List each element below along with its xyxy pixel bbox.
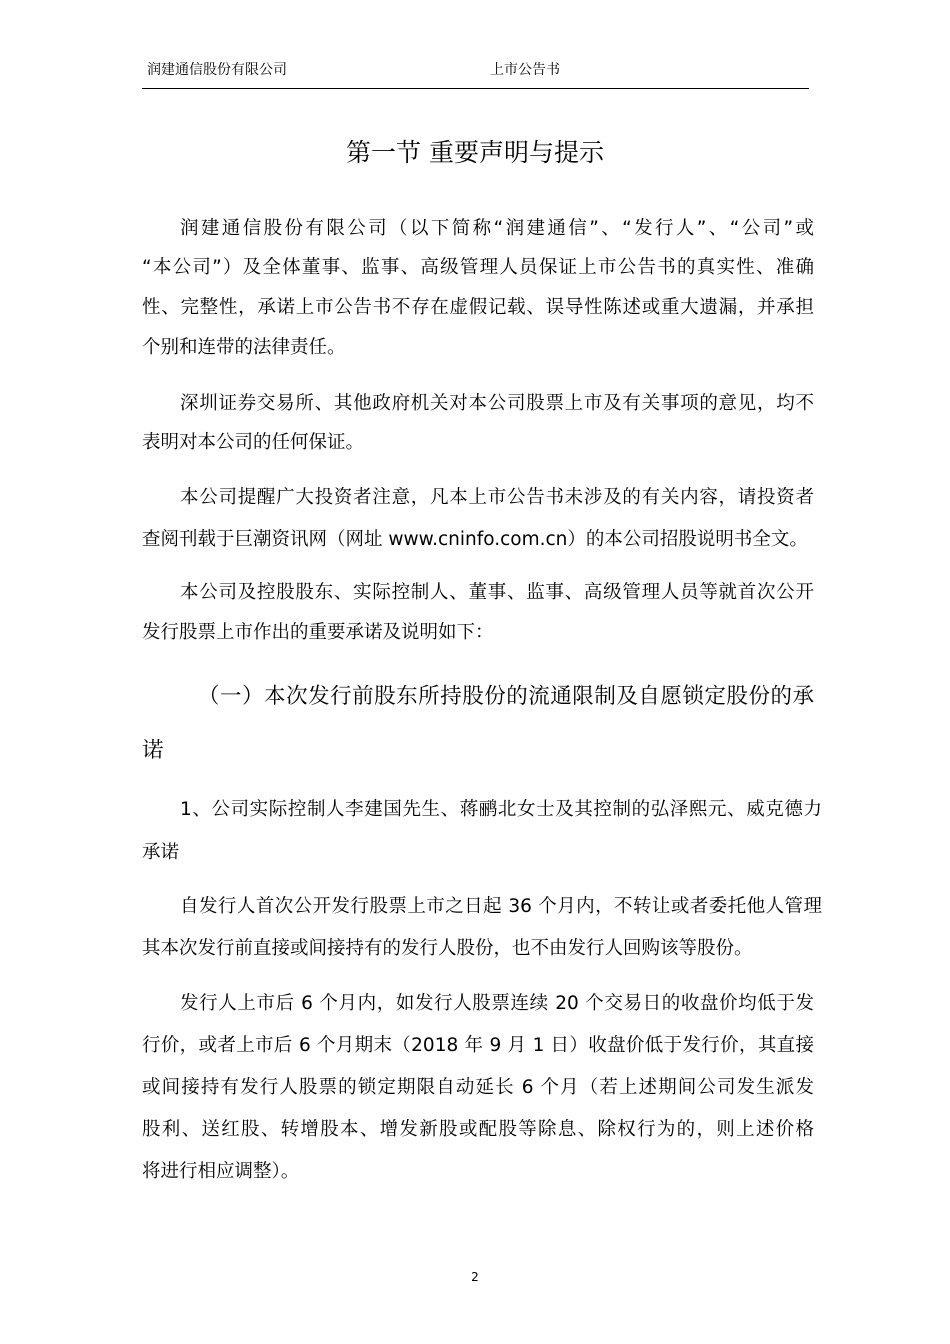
p2-line: 表明对本公司的任何保证。 [142, 432, 365, 453]
p6-line: 股利、送红股、转增股本、增发新股或配股等除息、除权行为的，则上述价格 [142, 1119, 814, 1140]
p1-line: 润建通信股份有限公司（以下简称“润建通信”、“发行人”、“公司”或 [180, 218, 814, 239]
page-number: 2 [471, 1270, 479, 1284]
header-divider [142, 88, 809, 89]
header-company: 润建通信股份有限公司 [147, 62, 287, 78]
item1-line: 承诺 [142, 842, 180, 863]
p6-line: 将进行相应调整）。 [142, 1161, 300, 1182]
p6-line: 发行人上市后 6 个月内，如发行人股票连续 20 个交易日的收盘价均低于发 [180, 993, 814, 1014]
section-title: 第一节 重要声明与提示 [346, 138, 604, 167]
p1-line: “本公司”）及全体董事、监事、高级管理人员保证上市公告书的真实性、准确 [142, 257, 814, 278]
p5-line: 自发行人首次公开发行股票上市之日起 36 个月内，不转让或者委托他人管理 [180, 896, 822, 917]
item1-line: 1、公司实际控制人李建国先生、蒋鹂北女士及其控制的弘泽熙元、威克德力 [180, 799, 822, 820]
p2-line: 深圳证券交易所、其他政府机关对本公司股票上市及有关事项的意见，均不 [180, 393, 814, 414]
p3-line: 本公司提醒广大投资者注意，凡本上市公告书未涉及的有关内容，请投资者 [180, 487, 814, 508]
p6-line: 行价，或者上市后 6 个月期末（2018 年 9 月 1 日）收盘价低于发行价，其直接 [142, 1035, 814, 1056]
h2-line: 诺 [142, 738, 164, 763]
p1-line: 个别和连带的法律责任。 [142, 337, 346, 358]
header-doc-title: 上市公告书 [490, 62, 560, 78]
p5-line: 其本次发行前直接或间接持有的发行人股份，也不由发行人回购该等股份。 [142, 938, 753, 959]
p1-line: 性、完整性，承诺上市公告书不存在虚假记载、误导性陈述或重大遗漏，并承担 [142, 297, 814, 318]
p4-line: 发行股票上市作出的重要承诺及说明如下： [142, 622, 494, 643]
p6-line: 或间接持有发行人股票的锁定期限自动延长 6 个月（若上述期间公司发生派发 [142, 1077, 814, 1098]
p3-line: 查阅刊载于巨潮资讯网（网址 www.cninfo.com.cn）的本公司招股说明书全文。 [142, 529, 808, 550]
h2-line: （一）本次发行前股东所持股份的流通限制及自愿锁定股份的承 [198, 684, 814, 709]
p4-line: 本公司及控股股东、实际控制人、董事、监事、高级管理人员等就首次公开 [180, 582, 814, 603]
